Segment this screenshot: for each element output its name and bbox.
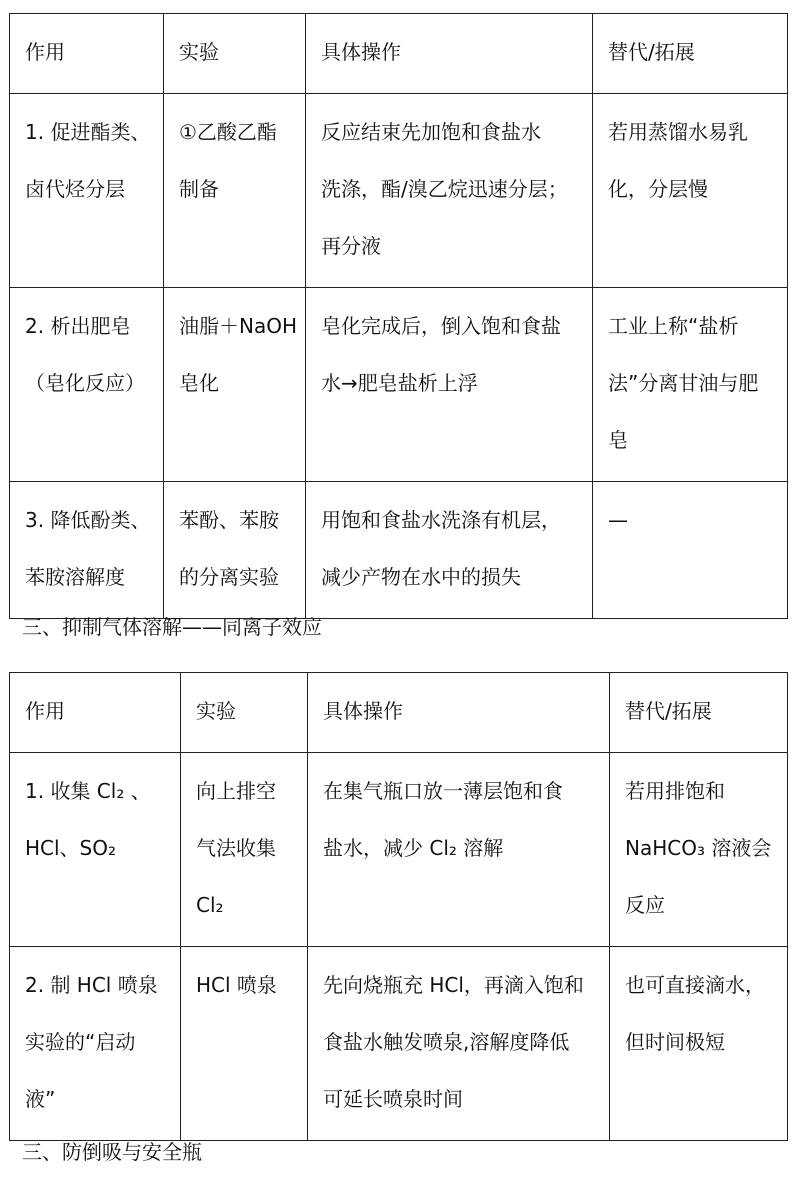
header-cell-experiment: 实验 [164,14,306,94]
table-cell: 工业上称“盐析 法”分离甘油与肥 皂 [593,288,788,482]
table-cell: 若用蒸馏水易乳 化，分层慢 [593,94,788,288]
table-cell: ①乙酸乙酯 制备 [164,94,306,288]
table-row [10,288,788,482]
table-cell: 若用排饱和 NaHCO₃ 溶液会 反应 [610,753,788,947]
table-cell: 向上排空 气法收集 Cl₂ [181,753,308,947]
header-cell-operation: 具体操作 [306,14,593,94]
header-cell-alternative: 替代/拓展 [593,14,788,94]
table-header-row [10,673,788,753]
table-cell: — [593,482,788,619]
table-cell: 2. 析出肥皂 （皂化反应） [10,288,164,482]
table-cell: 也可直接滴水， 但时间极短 [610,947,788,1141]
table-cell: HCl 喷泉 [181,947,308,1141]
header-cell-alternative: 替代/拓展 [610,673,788,753]
table-header-row [10,14,788,94]
table-cell: 3. 降低酚类、 苯胺溶解度 [10,482,164,619]
table-cell: 2. 制 HCl 喷泉 实验的“启动 液” [10,947,181,1141]
header-cell-function: 作用 [10,673,181,753]
table-cell: 皂化完成后，倒入饱和食盐 水→肥皂盐析上浮 [306,288,593,482]
table-cell: 1. 收集 Cl₂ 、 HCl、SO₂ [10,753,181,947]
table-gas-dissolution [9,672,788,1141]
table-cell: 用饱和食盐水洗涤有机层， 减少产物在水中的损失 [306,482,593,619]
table-row [10,947,788,1141]
table-cell: 在集气瓶口放一薄层饱和食 盐水，减少 Cl₂ 溶解 [308,753,610,947]
table-cell: 反应结束先加饱和食盐水 洗涤，酯/溴乙烷迅速分层； 再分液 [306,94,593,288]
table-row [10,482,788,619]
table-cell: 苯酚、苯胺 的分离实验 [164,482,306,619]
header-cell-function: 作用 [10,14,164,94]
table-row [10,753,788,947]
table-row [10,94,788,288]
section-heading-anti-suckback: 三、防倒吸与安全瓶 [22,1140,202,1164]
section-heading-gas-dissolution: 三、抑制气体溶解——同离子效应 [22,615,322,639]
table-cell: 先向烧瓶充 HCl，再滴入饱和 食盐水触发喷泉,溶解度降低 可延长喷泉时间 [308,947,610,1141]
header-cell-operation: 具体操作 [308,673,610,753]
table-cell: 油脂＋NaOH 皂化 [164,288,306,482]
header-cell-experiment: 实验 [181,673,308,753]
table-cell: 1. 促进酯类、 卤代烃分层 [10,94,164,288]
table-saline-uses [9,13,788,619]
